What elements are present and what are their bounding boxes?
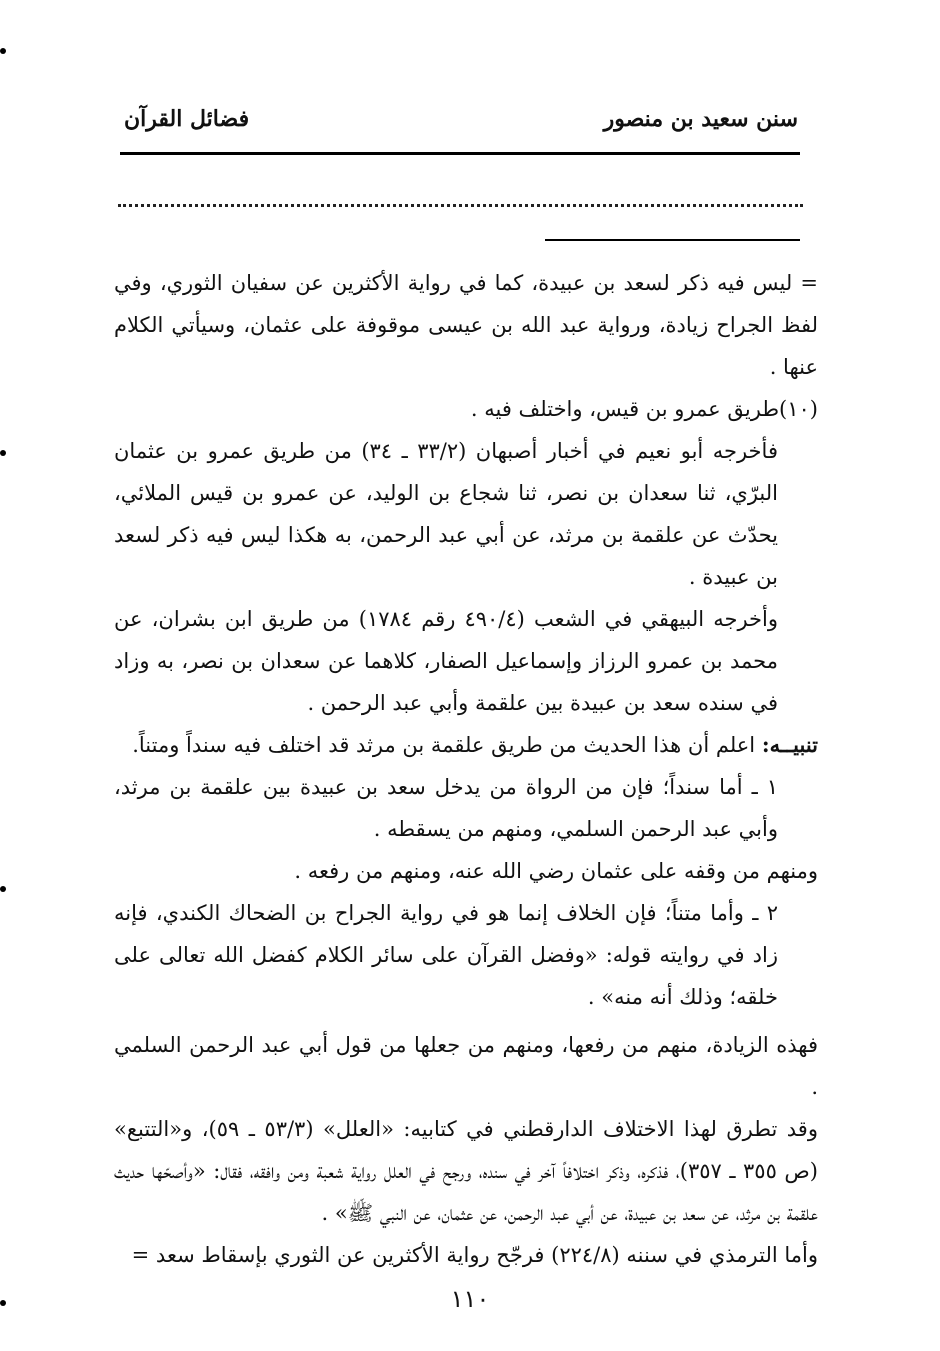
tanbih-label: تنبيــه:: [761, 732, 818, 757]
running-header-book-title: سنن سعيد بن منصور: [603, 106, 798, 132]
footnote-separator: [545, 239, 800, 241]
running-header-section-title: فضائل القرآن: [124, 106, 250, 132]
scan-mark: [0, 48, 6, 54]
footnote-paragraph: وأخرجه البيهقي في الشعب (٤٩٠/٤ رقم ١٧٨٤) من طريق ابن بشران، عن محمد بن عمرو الرزاز وإسماعيل الصفار، كلاهما عن سعدان بن نصر، به وزاد في سنده سعد بن عبيدة بين علقمة وأبي عبد الرحمن .: [114, 607, 779, 715]
footnote-paragraph: فهذه الزيادة، منهم من رفعها، ومنهم من جعلها من قول أبي عبد الرحمن السلمي .: [114, 1033, 818, 1099]
tanbih-paragraph: [114, 724, 818, 766]
header-rule: [120, 152, 800, 155]
footnote-continuation: = ليس فيه ذكر لسعد بن عبيدة، كما في رواية الأكثرين عن سفيان الثوري، وفي لفظ الجراح زيادة، ورواية عبد الله بن عيسى موقوفة على عثمان، وسيأتي الكلام عنها .: [114, 271, 818, 379]
footnote-paragraph: فأخرجه أبو نعيم في أخبار أصبهان (٣٣/٢ ـ ٣٤) من طريق عمرو بن عثمان البرّي، ثنا سعدان بن نصر، ثنا شجاع بن الوليد، عن عمرو بن قيس الملائي، يحدّث عن علقمة بن مرثد، عن أبي عبد الرحمن، به هكذا ليس فيه ذكر لسعد بن عبيدة .: [114, 439, 778, 589]
footnote-paragraph: وأما الترمذي في سننه (٢٢٤/٨) فرجّح رواية الأكثرين عن الثوري بإسقاط سعد =: [131, 1243, 818, 1267]
footnote-body: [114, 262, 818, 1276]
page-number: ١١٠: [450, 1285, 490, 1313]
footnote-paragraph: ١ ـ أما سنداً؛ فإن من الرواة من يدخل سعد بن عبيدة بين علقمة بن مرثد، وأبي عبد الرحمن السلمي، ومنهم من يسقطه .: [114, 775, 778, 841]
footnote-heading: (١٠)طريق عمرو بن قيس، واختلف فيه .: [470, 397, 818, 421]
scan-mark: [0, 450, 6, 456]
footnote-paragraph: ومنهم من وقفه على عثمان رضي الله عنه، ومنهم من رفعه .: [294, 859, 818, 883]
footnote-paragraph: ٢ ـ وأما متناً؛ فإن الخلاف إنما هو في رواية الجراح بن الضحاك الكندي، فإنه زاد في روايته قوله: «وفضل القرآن على سائر الكلام كفضل الله تعالى على خلقه؛ وذلك أنه منه» .: [114, 901, 778, 1009]
scan-mark: [0, 886, 6, 892]
tanbih-text: اعلم أن هذا الحديث من طريق علقمة بن مرثد قد اختلف فيه سنداً ومتناً.: [132, 733, 756, 757]
footnote-paragraph: وقد تطرق لهذا الاختلاف الدارقطني في كتابيه: «العلل» (٥٣/٣ ـ ٥٩)، و«التتبع» (ص ٣٥٥ ـ ٣٥٧)، فذكره، وذكر اختلافاً آخر في سنده، ورجح في العلل رواية شعبة ومن وافقه، فقال: «وأصحّها حديث علقمة بن مرثد، عن سعد بن عبيدة، عن أبي عبد الرحمن، عن عثمان، عن النبي ﷺ» .: [114, 1117, 818, 1225]
dotted-separator: [118, 204, 803, 207]
